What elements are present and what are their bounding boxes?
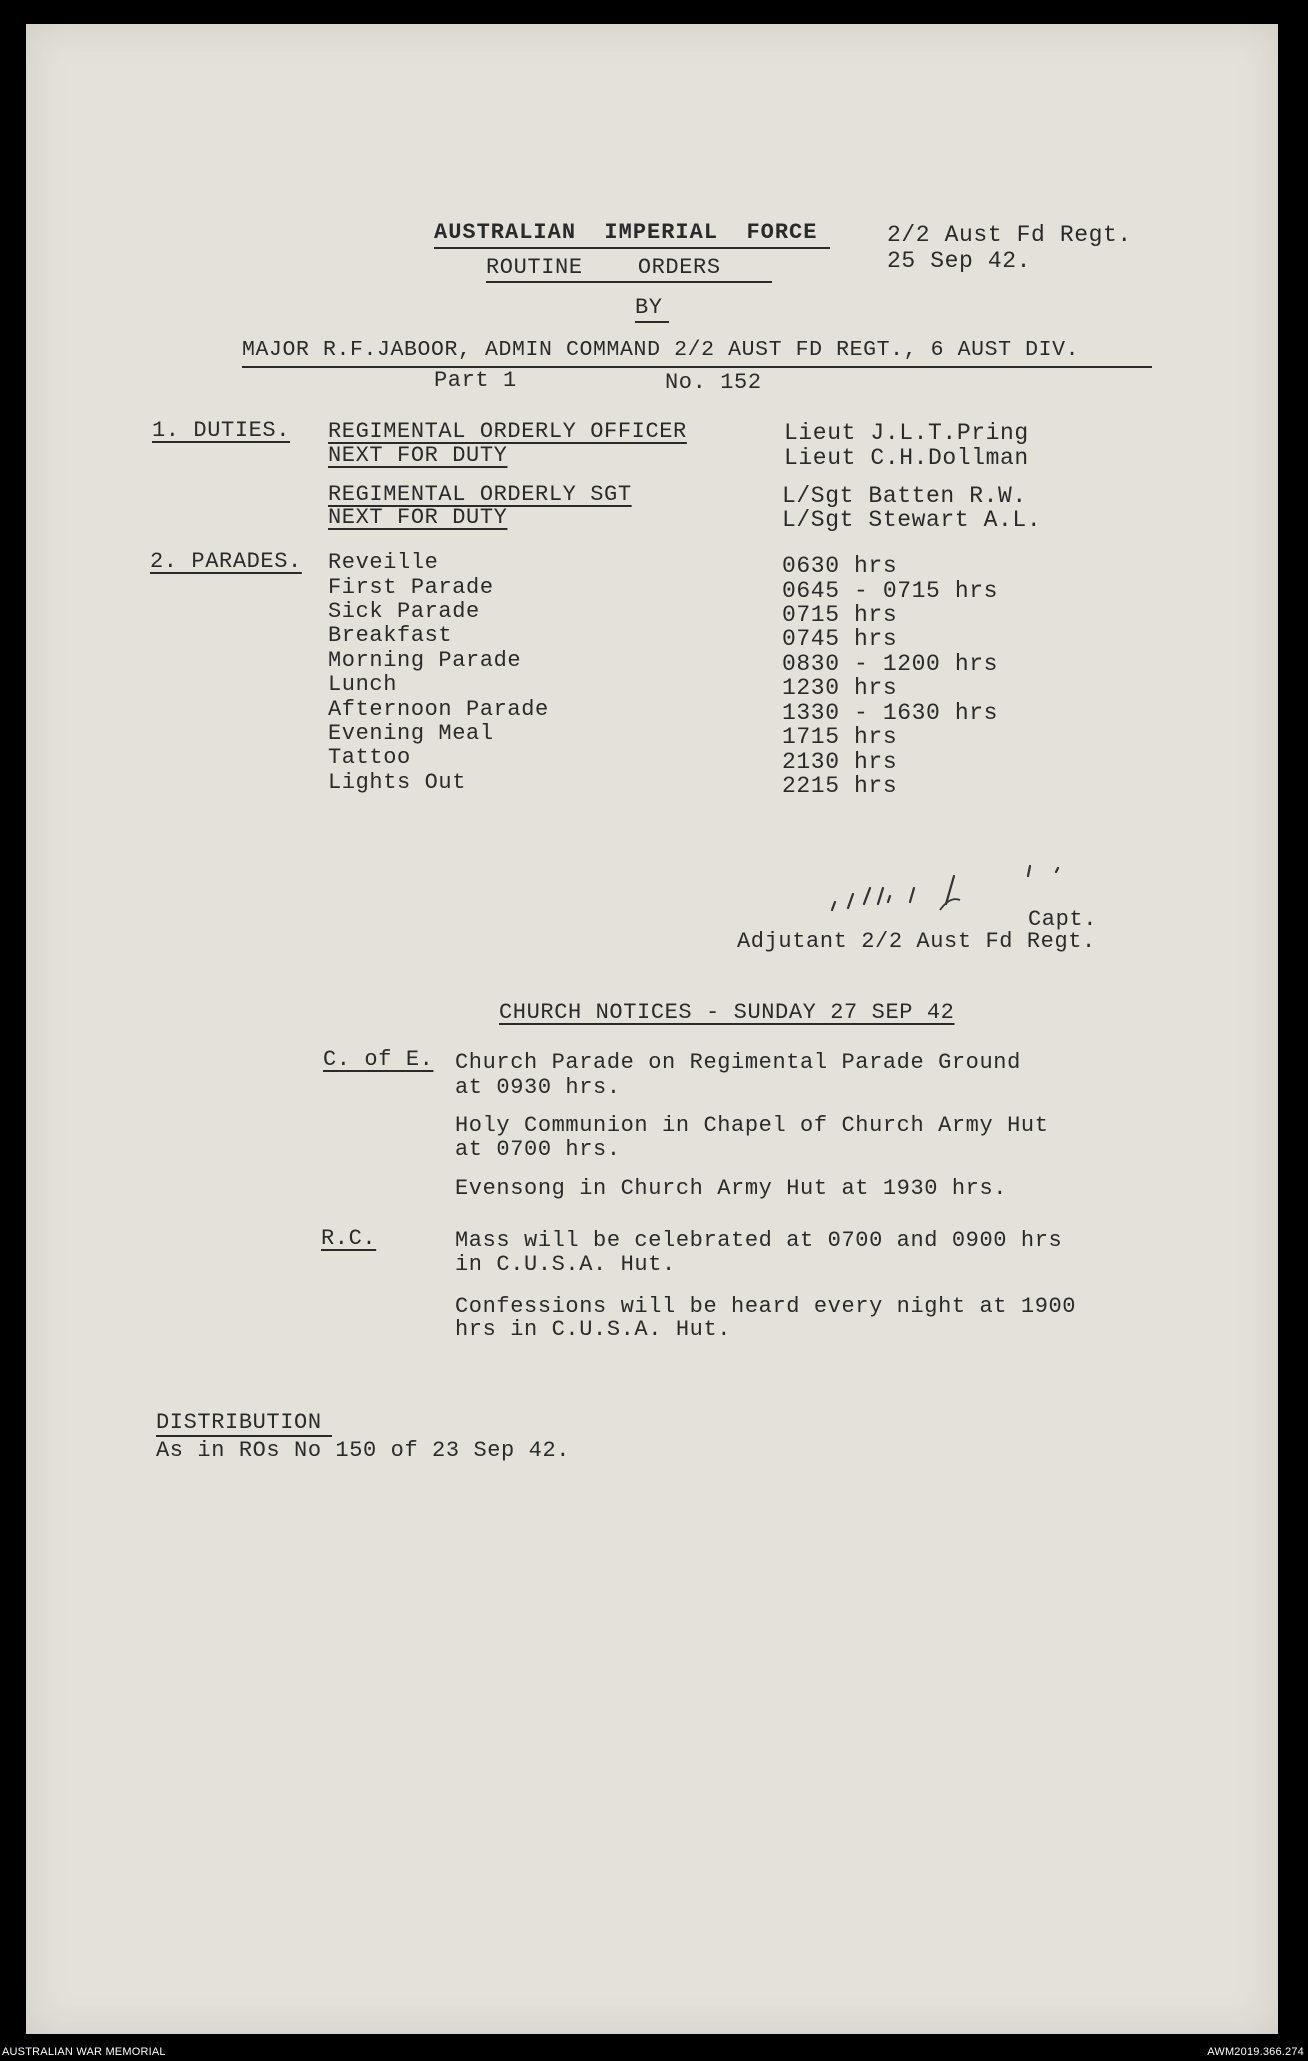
parade-time: 0715 hrs <box>782 602 898 628</box>
duty-name: L/Sgt Batten R.W. <box>782 483 1027 509</box>
title-underline <box>434 247 830 249</box>
by-underline <box>635 321 669 323</box>
parade-event: Evening Meal <box>328 721 494 746</box>
parade-time: 2130 hrs <box>782 749 898 775</box>
parade-event: Breakfast <box>328 623 453 648</box>
parade-time: 0745 hrs <box>782 626 898 652</box>
commander-line: MAJOR R.F.JABOOR, ADMIN COMMAND 2/2 AUST FD REGT., 6 AUST DIV. <box>242 338 1080 362</box>
signatory-rank: Capt. <box>1028 907 1098 932</box>
church-heading: CHURCH NOTICES - SUNDAY 27 SEP 42 <box>499 1000 955 1025</box>
document-page <box>26 24 1278 2034</box>
rc-line: Confessions will be heard every night at 1900 <box>455 1294 1077 1319</box>
distribution-text: As in ROs No 150 of 23 Sep 42. <box>156 1438 571 1463</box>
duty-name: Lieut C.H.Dollman <box>784 445 1029 471</box>
coe-line: at 0700 hrs. <box>455 1137 621 1162</box>
parade-event: Lights Out <box>328 770 467 795</box>
part-label: Part 1 <box>434 368 517 393</box>
rc-line: in C.U.S.A. Hut. <box>455 1252 676 1277</box>
coe-line: Holy Communion in Chapel of Church Army Hut <box>455 1113 1049 1138</box>
rc-label: R.C. <box>321 1226 377 1251</box>
unit-name: 2/2 Aust Fd Regt. <box>887 222 1132 248</box>
duty-name: L/Sgt Stewart A.L. <box>782 507 1042 533</box>
parade-event: Lunch <box>328 672 398 697</box>
parade-event: Afternoon Parade <box>328 697 549 722</box>
parades-heading: 2. PARADES. <box>150 549 302 574</box>
duties-heading: 1. DUTIES. <box>152 418 291 443</box>
parade-time: 0630 hrs <box>782 553 898 579</box>
coe-line: Evensong in Church Army Hut at 1930 hrs. <box>455 1176 1008 1201</box>
title-line2: ROUTINE ORDERS <box>486 255 721 280</box>
parade-time: 1715 hrs <box>782 724 898 750</box>
duty-role: REGIMENTAL ORDERLY SGT <box>328 482 632 507</box>
coe-line: Church Parade on Regimental Parade Ground <box>455 1050 1021 1075</box>
coe-line: at 0930 hrs. <box>455 1075 621 1100</box>
rc-line: hrs in C.U.S.A. Hut. <box>455 1317 732 1342</box>
parade-time: 1230 hrs <box>782 675 898 701</box>
footer-reference: AWM2019.366.274 <box>1207 2046 1304 2058</box>
distribution-underline <box>156 1435 332 1437</box>
rc-line: Mass will be celebrated at 0700 and 0900 hrs <box>455 1228 1063 1253</box>
parade-event: Tattoo <box>328 745 411 770</box>
parade-time: 1330 - 1630 hrs <box>782 700 999 726</box>
duty-role: NEXT FOR DUTY <box>328 505 508 530</box>
commander-underline <box>242 366 1152 368</box>
parade-event: Reveille <box>328 550 439 575</box>
footer-credit: AUSTRALIAN WAR MEMORIAL <box>2 2046 166 2058</box>
order-number: No. 152 <box>665 370 762 395</box>
signatory-title: Adjutant 2/2 Aust Fd Regt. <box>737 929 1096 954</box>
parade-event: Morning Parade <box>328 648 522 673</box>
duty-role: REGIMENTAL ORDERLY OFFICER <box>328 419 687 444</box>
title2-underline <box>486 281 772 283</box>
by-label: BY <box>635 295 663 320</box>
coe-label: C. of E. <box>323 1047 434 1072</box>
distribution-heading: DISTRIBUTION <box>156 1410 322 1435</box>
parade-event: Sick Parade <box>328 599 480 624</box>
parade-time: 0645 - 0715 hrs <box>782 578 999 604</box>
parade-time: 0830 - 1200 hrs <box>782 651 999 677</box>
parade-time: 2215 hrs <box>782 773 898 799</box>
parade-event: First Parade <box>328 575 494 600</box>
duty-role: NEXT FOR DUTY <box>328 443 508 468</box>
duty-name: Lieut J.L.T.Pring <box>784 420 1029 446</box>
title-line1: AUSTRALIAN IMPERIAL FORCE <box>434 220 818 245</box>
order-date: 25 Sep 42. <box>887 248 1032 274</box>
